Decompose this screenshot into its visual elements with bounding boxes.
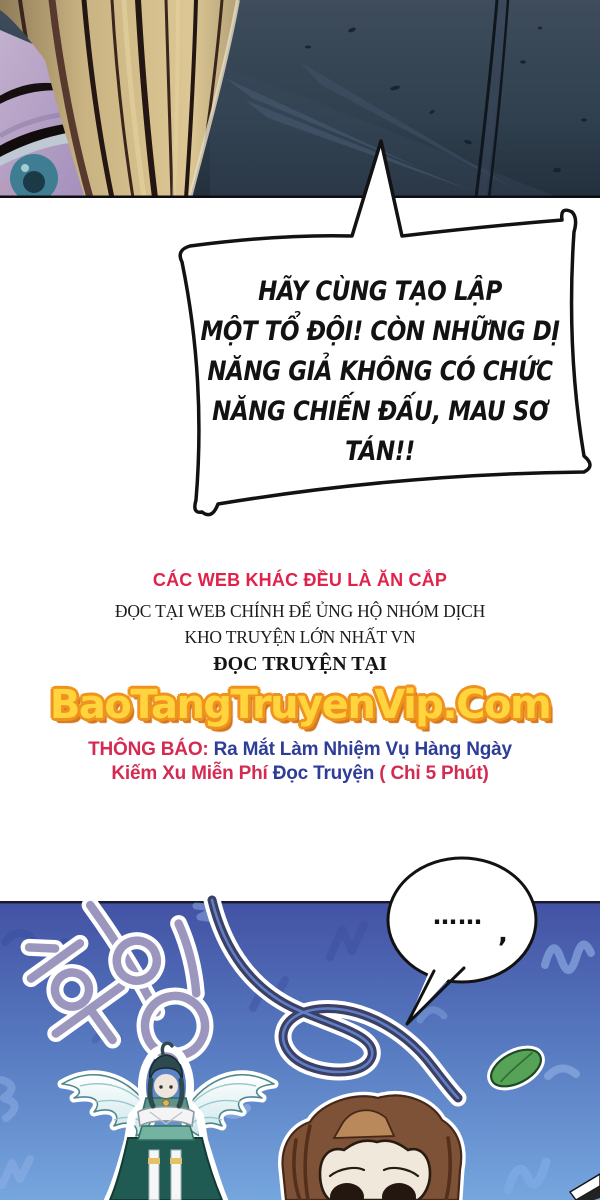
bubble-line: TÁN!! <box>345 436 415 467</box>
silence-dots: …… <box>433 902 483 930</box>
notice-part3: Đọc Truyện <box>272 763 375 784</box>
notice-part4: ( Chỉ 5 Phút) <box>379 763 489 784</box>
promo-notice <box>0 738 600 786</box>
bubble-line: HÃY CÙNG TẠO LẬP <box>258 276 502 307</box>
promo-warning: CÁC WEB KHÁC ĐỀU LÀ ĂN CẮP <box>152 570 448 590</box>
silence-comma: , <box>498 919 508 949</box>
bottom-comic-panel <box>0 840 600 1200</box>
notice-part2: Kiếm Xu Miễn Phí <box>111 763 268 784</box>
bubble-line: NĂNG CHIẾN ĐẤU, MAU SƠ <box>212 396 548 427</box>
promo-line-main-site: ĐỌC TẠI WEB CHÍNH ĐỂ ỦNG HỘ NHÓM DỊCH <box>114 601 486 621</box>
promo-block <box>0 570 600 786</box>
bubble-line: NĂNG GIẢ KHÔNG CÓ CHỨC <box>207 356 553 387</box>
notice-part1: Ra Mắt Làm Nhiệm Vụ Hàng Ngày <box>213 739 512 760</box>
fairy-waist <box>138 1126 194 1140</box>
site-name: BaoTangTruyenVip.Com <box>49 682 551 728</box>
bubble-line: MỘT TỔ ĐỘI! CÒN NHỮNG DỊ <box>200 316 560 347</box>
promo-line-library: KHO TRUYỆN LỚN NHẤT VN <box>184 627 416 647</box>
speech-bubble-text <box>151 272 600 472</box>
fairy-skirt <box>110 1138 222 1200</box>
notice-label: THÔNG BÁO: <box>88 739 209 760</box>
promo-line-read-at: ĐỌC TRUYỆN TẠI <box>213 653 387 675</box>
